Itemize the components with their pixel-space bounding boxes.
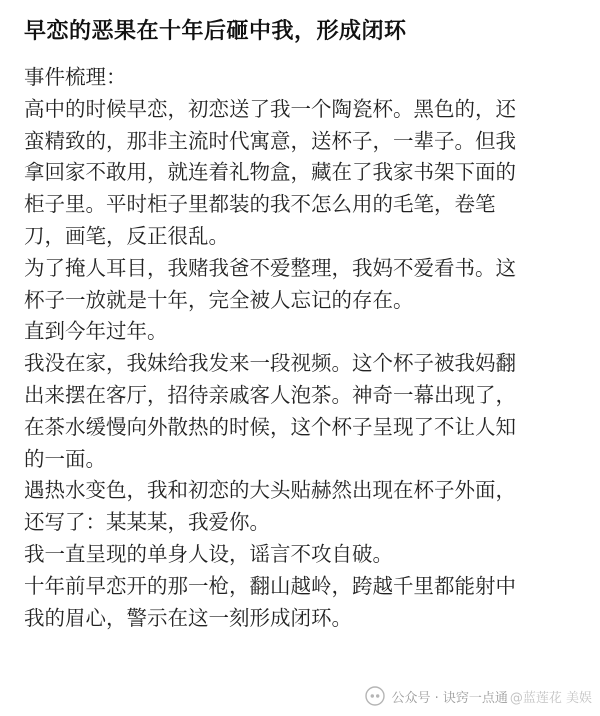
body-line: 为了掩人耳目，我赌我爸不爱整理，我妈不爱看书。这	[24, 255, 516, 280]
body-line: 直到今年过年。	[24, 319, 168, 344]
body-line: 出来摆在客厅，招待亲戚客人泡茶。神奇一幕出现了，	[24, 382, 516, 407]
body-line: 在茶水缓慢向外散热的时候，这个杯子呈现了不让人知	[24, 414, 516, 439]
body-line: 还写了：某某某，我爱你。	[24, 510, 270, 535]
post-body	[24, 62, 584, 634]
body-line: 柜子里。平时柜子里都装的我不怎么用的毛笔，卷笔	[24, 192, 496, 217]
body-line: 高中的时候早恋，初恋送了我一个陶瓷杯。黑色的，还	[24, 96, 516, 121]
body-line: 我的眉心，警示在这一刻形成闭环。	[24, 605, 352, 630]
watermark-text: 公众号 · 诀窍一点通	[391, 690, 508, 706]
wechat-official-account-icon	[365, 686, 385, 706]
body-line: 的一面。	[24, 446, 106, 471]
body-line: 十年前早恋开的那一枪，翻山越岭，跨越千里都能射中	[24, 573, 516, 598]
body-line: 杯子一放就是十年，完全被人忘记的存在。	[24, 287, 414, 312]
body-line: 拿回家不敢用，就连着礼物盒，藏在了我家书架下面的	[24, 160, 516, 185]
body-line: 刀，画笔，反正很乱。	[24, 223, 229, 248]
body-line: 遇热水变色，我和初恋的大头贴赫然出现在杯子外面，	[24, 478, 516, 503]
body-line: 我没在家，我妹给我发来一段视频。这个杯子被我妈翻	[24, 351, 516, 376]
body-line: 事件梳理：	[24, 65, 127, 89]
body-line: 我一直呈现的单身人设，谣言不攻自破。	[24, 541, 393, 566]
body-line: 蛮精致的，那非主流时代寓意，送杯子，一辈子。但我	[24, 128, 516, 153]
watermark	[365, 684, 592, 708]
post-title: 早恋的恶果在十年后砸中我，形成闭环	[24, 19, 407, 44]
watermark-faded-text: @蓝莲花 美娱	[509, 690, 592, 706]
